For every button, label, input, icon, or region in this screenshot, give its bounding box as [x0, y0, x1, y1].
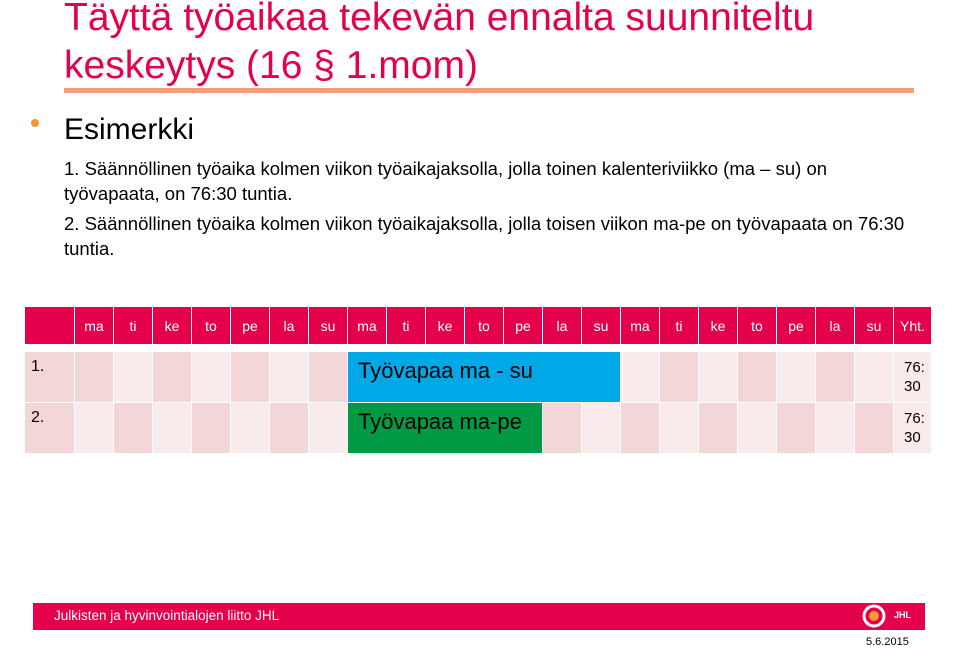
slide-title: Täyttä työaikaa tekevän ennalta suunniteltu keskeytys (16 § 1.mom) [64, 0, 815, 87]
header-day: ke [699, 307, 738, 345]
day-cell [699, 352, 738, 403]
free-week-block: Työvapaa ma - su [348, 352, 621, 403]
day-cell [114, 403, 153, 454]
day-cell [543, 403, 582, 454]
header-day: ke [426, 307, 465, 345]
header-corner-cell [25, 307, 75, 345]
day-cell [75, 403, 114, 454]
header-day: to [738, 307, 777, 345]
day-cell [660, 403, 699, 454]
day-cell [660, 352, 699, 403]
day-cell [270, 403, 309, 454]
example-paragraph-1: 1. Säännöllinen työaika kolmen viikon työaikajaksolla, jolla toinen kalenteriviikko (ma – su) on työvapaata, on 76:30 tuntia. [64, 158, 828, 204]
day-cell [309, 352, 348, 403]
day-cell [621, 403, 660, 454]
schedule-table [24, 306, 932, 454]
header-day: ke [153, 307, 192, 345]
header-day: ma [621, 307, 660, 345]
footer-organization: Julkisten ja hyvinvointialojen liitto JHL [54, 608, 280, 623]
day-cell [855, 403, 894, 454]
table-row [25, 403, 932, 454]
header-day: ti [660, 307, 699, 345]
title-underline [64, 88, 914, 93]
header-day: ma [348, 307, 387, 345]
day-cell [738, 352, 777, 403]
day-cell [621, 352, 660, 403]
header-day: ti [114, 307, 153, 345]
logo-label: JHL [894, 610, 912, 620]
day-cell [309, 403, 348, 454]
day-cell [582, 403, 621, 454]
row-label: 2. [25, 403, 75, 454]
header-day: su [309, 307, 348, 345]
day-cell [777, 352, 816, 403]
day-cell [153, 352, 192, 403]
day-cell [855, 352, 894, 403]
free-weekdays-block: Työvapaa ma-pe [348, 403, 543, 454]
header-day: la [270, 307, 309, 345]
header-total: Yht. [894, 307, 932, 345]
header-day: pe [231, 307, 270, 345]
day-cell [816, 403, 855, 454]
slide-date: 5.6.2015 [866, 636, 909, 648]
day-cell [231, 403, 270, 454]
row-total: 76: 30 [894, 403, 932, 454]
header-day: ma [75, 307, 114, 345]
day-cell [75, 352, 114, 403]
header-day: pe [504, 307, 543, 345]
day-cell [153, 403, 192, 454]
header-day: to [192, 307, 231, 345]
day-cell [270, 352, 309, 403]
row-total: 76: 30 [894, 352, 932, 403]
day-cell [192, 352, 231, 403]
header-day: ti [387, 307, 426, 345]
table-row [25, 352, 932, 403]
day-cell [816, 352, 855, 403]
day-cell [777, 403, 816, 454]
table-spacer-row [25, 345, 932, 352]
header-day: su [582, 307, 621, 345]
header-day: pe [777, 307, 816, 345]
header-day: to [465, 307, 504, 345]
day-cell [192, 403, 231, 454]
day-cell [114, 352, 153, 403]
header-day: su [855, 307, 894, 345]
example-paragraph-2: 2. Säännöllinen työaika kolmen viikon työaikajaksolla, jolla toisen viikon ma-pe on työvapaata on 76:30 tuntia. [64, 213, 905, 259]
bullet-dot [31, 119, 39, 127]
day-cell [738, 403, 777, 454]
row-label: 1. [25, 352, 75, 403]
header-day: la [543, 307, 582, 345]
header-day: la [816, 307, 855, 345]
day-cell [699, 403, 738, 454]
day-cell [231, 352, 270, 403]
table-header-row [25, 307, 932, 345]
bullet-heading: Esimerkki [64, 113, 195, 146]
